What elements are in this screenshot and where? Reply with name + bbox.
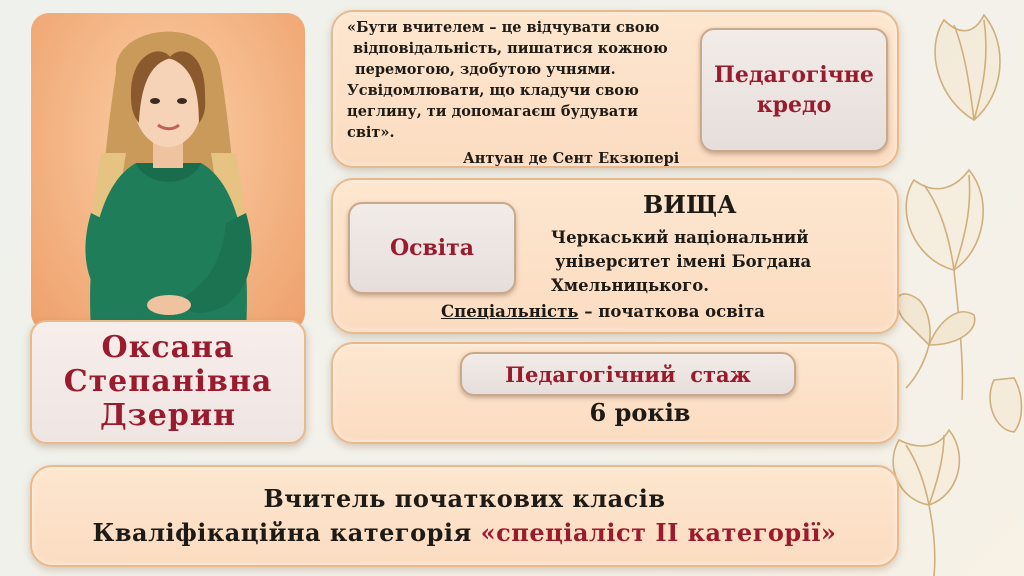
quote-line: «Бути вчителем – це відчувати свою xyxy=(347,19,660,36)
institution-line: Черкаський національний xyxy=(551,228,809,247)
experience-value: 6 років xyxy=(589,398,691,427)
specialty xyxy=(441,302,765,321)
experience-label-text: Педагогічний стаж xyxy=(505,361,751,387)
qualification-prefix: Кваліфікаційна категорія xyxy=(92,518,481,547)
qualification-category: «спеціаліст ІІ категорії» xyxy=(480,518,837,547)
education-level: ВИЩА xyxy=(643,190,737,219)
quote-author: Антуан де Сент Екзюпері xyxy=(463,150,680,167)
credo-quote xyxy=(347,17,707,143)
quote-line: Усвідомлювати, що кладучи свою xyxy=(347,82,639,99)
last-name: Дзерин xyxy=(99,398,237,433)
credo-label-text: Педагогічне кредо xyxy=(714,62,874,118)
institution xyxy=(551,226,851,298)
quote-line: цеглину, ти допомагаєш будувати xyxy=(347,103,639,120)
specialty-label: Спеціальність xyxy=(441,302,579,321)
education-label xyxy=(348,202,516,294)
institution-line: Хмельницького. xyxy=(551,276,709,295)
credo-label xyxy=(700,28,888,152)
name-card xyxy=(30,320,306,444)
quote-line: відповідальність, пишатися кожною xyxy=(353,40,668,57)
portrait-illustration xyxy=(31,13,305,331)
quote-line: світ». xyxy=(347,124,395,141)
position-panel xyxy=(30,465,899,567)
qualification xyxy=(93,516,837,550)
specialty-value: – початкова освіта xyxy=(578,302,765,321)
quote-line: перемогою, здобутою учнями. xyxy=(355,61,616,78)
decorative-flowers xyxy=(884,0,1024,576)
patronymic: Степанівна xyxy=(63,364,273,399)
experience-label xyxy=(460,352,796,396)
institution-line: університет імені Богдана xyxy=(555,252,812,271)
education-label-text: Освіта xyxy=(389,235,475,261)
position-title: Вчитель початкових класів xyxy=(263,484,666,513)
first-name: Оксана xyxy=(101,330,235,365)
teacher-photo xyxy=(31,13,305,331)
